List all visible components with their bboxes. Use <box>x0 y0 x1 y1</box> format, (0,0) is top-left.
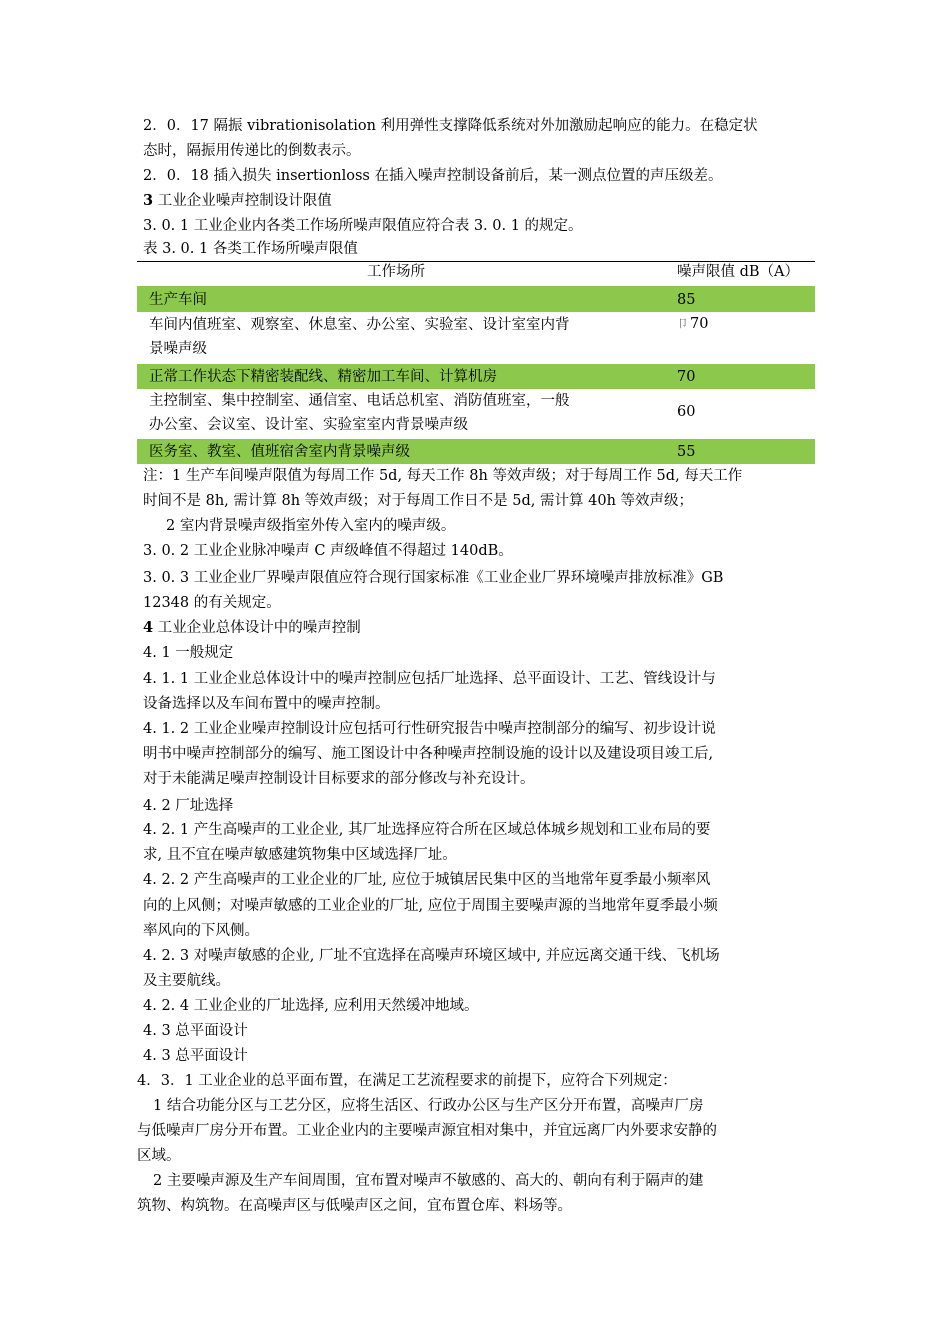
para-2-0-18: 2．0．18 插入损失 insertionloss 在插入噪声控制设备前后，某一测点位置的声压级差。 <box>143 168 723 184</box>
note-2: 2 室内背景噪声级指室外传入室内的噪声级。 <box>166 518 456 534</box>
heading-4-2: 4. 2 厂址选择 <box>143 798 234 814</box>
para-4-2-2-line3: 率风向的下风侧。 <box>143 923 259 939</box>
para-3-0-2: 3. 0. 2 工业企业脉冲噪声 C 声级峰值不得超过 140dB。 <box>143 543 513 559</box>
note-1-line2: 时间不是 8h, 需计算 8h 等效声级；对于每周工作日不是 5d, 需计算 40h 等效声级； <box>143 493 694 509</box>
item-1-line3: 区域。 <box>137 1148 181 1164</box>
para-4-2-4: 4. 2. 4 工业企业的厂址选择, 应利用天然缓冲地域。 <box>143 998 479 1014</box>
section-3-heading: 3 工业企业噪声控制设计限值 <box>143 192 332 209</box>
para-4-2-2-line1: 4. 2. 2 产生高噪声的工业企业的厂址, 应位于城镇居民集中区的当地常年夏季最小频率风 <box>143 872 711 888</box>
row-limit: 85 <box>677 292 696 308</box>
row-mark: 卩 <box>677 317 688 330</box>
para-2-0-17-line1: 2．0．17 隔振 vibrationisolation 利用弹性支撑降低系统对外加激励起响应的能力。在稳定状 <box>143 118 758 134</box>
row-place-line2: 办公室、会议室、设计室、实验室室内背景噪声级 <box>149 417 468 433</box>
para-4-2-1-line2: 求, 且不宜在噪声敏感建筑物集中区域选择厂址。 <box>143 847 457 863</box>
para-4-1-2-line1: 4. 1. 2 工业企业噪声控制设计应包括可行性研究报告中噪声控制部分的编写、初步设计说 <box>143 721 716 737</box>
row-limit: 60 <box>677 404 696 420</box>
row-place-line2: 景噪声级 <box>149 341 207 357</box>
row-place-line1: 车间内值班室、观察室、休息室、办公室、实验室、设计室室内背 <box>149 317 570 333</box>
para-3-0-1: 3. 0. 1 工业企业内各类工作场所噪声限值应符合表 3. 0. 1 的规定。 <box>143 218 583 234</box>
row-place: 生产车间 <box>149 292 207 308</box>
table-row <box>137 439 815 464</box>
heading-4-3-a: 4. 3 总平面设计 <box>143 1023 248 1039</box>
table-row <box>137 286 815 312</box>
para-3-0-3-line1: 3. 0. 3 工业企业厂界噪声限值应符合现行国家标准《工业企业厂界环境噪声排放标准》GB <box>143 570 724 586</box>
para-4-2-3-line2: 及主要航线。 <box>143 973 230 989</box>
table-caption: 表 3. 0. 1 各类工作场所噪声限值 <box>143 241 358 257</box>
row-place: 医务室、教室、值班宿舍室内背景噪声级 <box>149 444 410 460</box>
header-limit: 噪声限值 dB（A） <box>677 264 800 280</box>
para-4-1-2-line2: 明书中噪声控制部分的编写、施工图设计中各种噪声控制设施的设计以及建设项目竣工后, <box>143 746 714 762</box>
note-1-line1: 注：1 生产车间噪声限值为每周工作 5d, 每天工作 8h 等效声级；对于每周工作 5d, 每天工作 <box>143 468 743 484</box>
row-place-line1: 主控制室、集中控制室、通信室、电话总机室、消防值班室，一般 <box>149 393 570 409</box>
header-place: 工作场所 <box>367 264 425 280</box>
row-limit: 55 <box>677 444 696 460</box>
item-2-line1: 2 主要噪声源及生产车间周围，宜布置对噪声不敏感的、高大的、朝向有利于隔声的建 <box>153 1173 704 1189</box>
table-row <box>137 312 815 362</box>
row-place: 正常工作状态下精密装配线、精密加工车间、计算机房 <box>149 369 497 385</box>
table-row <box>137 389 815 437</box>
para-4-1-1-line1: 4. 1. 1 工业企业总体设计中的噪声控制应包括厂址选择、总平面设计、工艺、管线设计与 <box>143 671 716 687</box>
row-limit: 70 <box>690 316 709 332</box>
para-4-2-1-line1: 4. 2. 1 产生高噪声的工业企业, 其厂址选择应符合所在区域总体城乡规划和工业布局的要 <box>143 822 711 838</box>
heading-4-1: 4. 1 一般规定 <box>143 645 234 661</box>
item-1-line2: 与低噪声厂房分开布置。工业企业内的主要噪声源宜相对集中，并宜远离厂内外要求安静的 <box>137 1123 717 1139</box>
table-row <box>137 364 815 389</box>
para-4-2-3-line1: 4. 2. 3 对噪声敏感的企业, 厂址不宜选择在高噪声环境区域中, 并应远离交通干线、飞机场 <box>143 948 720 964</box>
para-4-1-2-line3: 对于未能满足噪声控制设计目标要求的部分修改与补充设计。 <box>143 771 535 787</box>
heading-4-3-b: 4. 3 总平面设计 <box>143 1048 248 1064</box>
para-4-1-1-line2: 设备选择以及车间布置中的噪声控制。 <box>143 696 390 712</box>
para-3-0-3-line2: 12348 的有关规定。 <box>143 595 281 611</box>
section-4-heading: 4 工业企业总体设计中的噪声控制 <box>143 619 361 636</box>
para-4-2-2-line2: 向的上风侧；对噪声敏感的工业企业的厂址, 应位于周围主要噪声源的当地常年夏季最小频 <box>143 898 718 914</box>
para-2-0-17-line2: 态时，隔振用传递比的倒数表示。 <box>143 143 361 159</box>
row-limit: 70 <box>677 369 696 385</box>
item-2-line2: 筑物、构筑物。在高噪声区与低噪声区之间，宜布置仓库、料场等。 <box>137 1198 572 1214</box>
item-1-line1: 1 结合功能分区与工艺分区，应将生活区、行政办公区与生产区分开布置，高噪声厂房 <box>153 1098 704 1114</box>
para-4-3-1: 4．3．1 工业企业的总平面布置，在满足工艺流程要求的前提下，应符合下列规定： <box>137 1073 677 1089</box>
